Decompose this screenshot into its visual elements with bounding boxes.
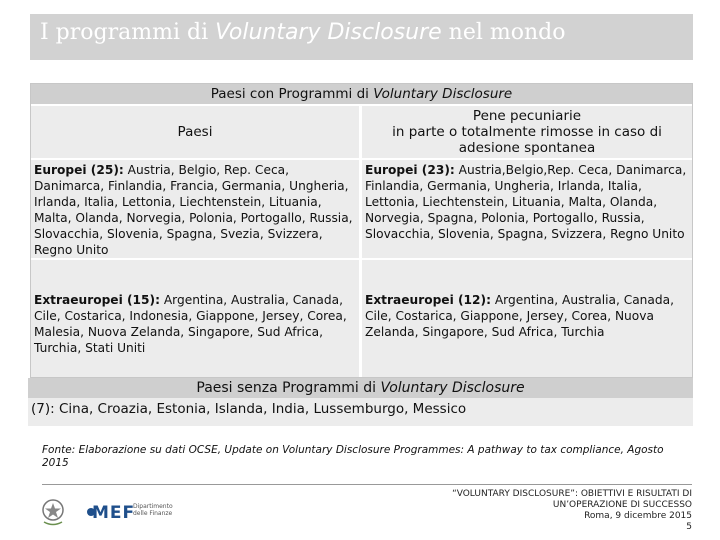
cell-europe-countries: Europei (25): Austria, Belgio, Rep. Ceca, Danimarca, Finlandia, Francia, Germania, Ungheria, Irlanda, Italia, Lettonia, Liechtenstein, Lituania, Malta, Olanda, Norvegia, Polonia, Portogallo, Russia, Slovacchia, Slovenia, Spagna, Svezia, Svizzera, Regno Unito	[31, 160, 359, 258]
title-prefix: I programmi di	[40, 20, 216, 45]
cell-extra-penalties: Extraeuropei (12): Argentina, Australia, Canada, Cile, Costarica, Giappone, Jersey, Corea, Nuova Zelanda, Singapore, Sud Africa, Turchia	[362, 260, 692, 377]
italian-emblem-icon	[40, 496, 66, 528]
page-number: 5	[686, 522, 692, 532]
table-header	[31, 84, 692, 104]
footer-line1: “VOLUNTARY DISCLOSURE”: OBIETTIVI E RISULTATI DI	[452, 489, 692, 499]
table-header-emphasis: Voluntary Disclosure	[373, 86, 513, 102]
cell-europe-penalties: Europei (23): Austria,Belgio,Rep. Ceca, Danimarca, Finlandia, Germania, Ungheria, Irlanda, Italia, Lettonia, Liechtenstein, Lituania, Malta, Olanda, Norvegia, Spagna, Polonia, Portogallo, Russia, Slovacchia, Slovenia, Spagna, Svizzera, Regno Unito	[362, 160, 692, 258]
footer-divider	[42, 484, 692, 485]
title-emphasis: Voluntary Disclosure	[215, 20, 442, 45]
penalties-header-line1: Pene pecuniarie	[472, 108, 582, 124]
penalties-header-line3: adesione spontanea	[458, 140, 596, 156]
footer-line2: UN’OPERAZIONE DI SUCCESSO	[552, 500, 692, 510]
mef-department-text: Dipartimento delle Finanze	[133, 503, 173, 517]
title-suffix: nel mondo	[441, 20, 566, 45]
source-note: Fonte: Elaborazione su dati OCSE, Update on Voluntary Disclosure Programmes: A pathway to tax compliance, Agosto 2015	[42, 444, 664, 469]
cell-extra-countries: Extraeuropei (15): Argentina, Australia, Canada, Cile, Costarica, Indonesia, Giappone, Jersey, Corea, Malesia, Nuova Zelanda, Singapore, Sud Africa, Turchia, Stati Uniti	[31, 260, 359, 377]
mef-logo-text: MEF	[92, 503, 136, 523]
non-programs-list: (7): Cina, Croazia, Estonia, Islanda, India, Lussemburgo, Messico	[31, 401, 467, 417]
column-header-penalties	[362, 106, 692, 158]
programs-table	[30, 83, 693, 378]
non-programs-section	[28, 378, 693, 426]
penalties-header-line2: in parte o totalmente rimosse in caso di	[392, 124, 662, 140]
column-header-countries: Paesi	[31, 106, 359, 158]
non-programs-header: Paesi senza Programmi di Voluntary Disclosure	[28, 378, 693, 398]
footer-date: Roma, 9 dicembre 2015	[584, 511, 692, 521]
footer-info	[372, 489, 692, 533]
slide-title	[30, 14, 693, 60]
table-header-prefix: Paesi con Programmi di	[210, 86, 374, 102]
